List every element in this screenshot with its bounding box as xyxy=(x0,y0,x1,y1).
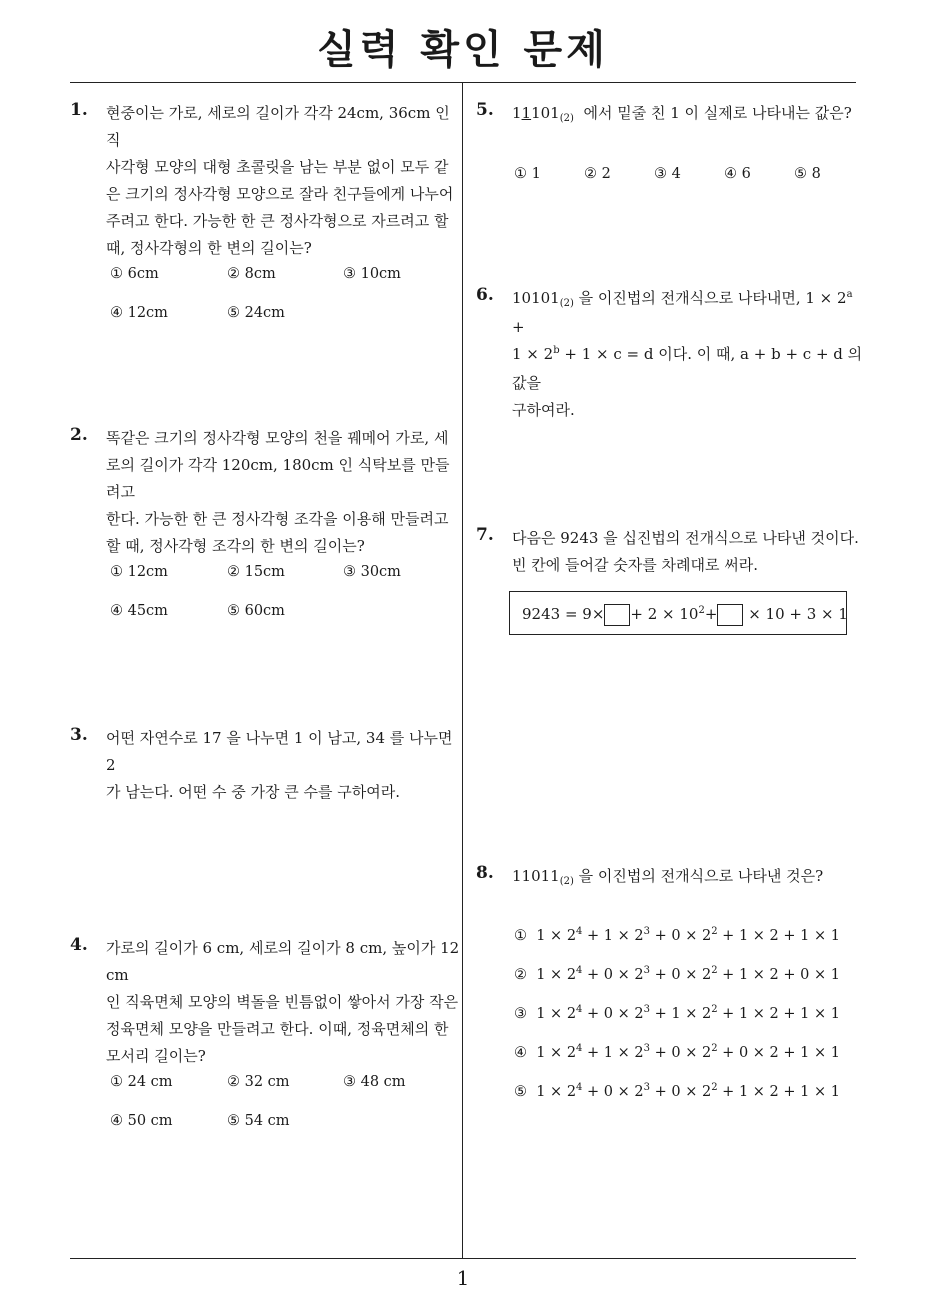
choice-option[interactable]: ① 6cm xyxy=(110,266,159,282)
choice-option[interactable]: ④ $1 \times 2^4 + 1 \times 2^3 + 0 \times 2^2 + 0 \times 2 + 1 \times 1$ xyxy=(514,1043,840,1061)
binary-number: $11101_{(2)}$ xyxy=(512,104,574,124)
stem-text: 에서 밑줄 친 1 이 실제로 나타내는 값은? xyxy=(583,104,852,122)
choice-option[interactable]: ③ 30cm xyxy=(343,564,401,580)
question-3 xyxy=(70,725,460,806)
stem-line: 다음은 9243 을 십진법의 전개식으로 나타낸 것이다. xyxy=(512,529,859,547)
question-stem xyxy=(106,100,460,262)
stem-line: 한다. 가능한 한 큰 정사각형 조각을 이용해 만들려고 xyxy=(106,510,449,528)
underlined-digit: 1 xyxy=(521,104,532,122)
choice-option[interactable]: ② 8cm xyxy=(227,266,276,282)
question-number: 6. xyxy=(476,285,494,305)
stem-line: 어떤 자연수로 17 을 나누면 1 이 남고, 34 를 나누면 2 xyxy=(106,729,453,774)
choice-option[interactable]: ③ $1 \times 2^4 + 0 \times 2^3 + 1 \times 2^2 + 1 \times 2 + 1 \times 1$ xyxy=(514,1004,840,1022)
question-stem xyxy=(512,285,866,424)
choice-option[interactable]: ① $1 \times 2^4 + 1 \times 2^3 + 0 \times 2^2 + 1 \times 2 + 1 \times 1$ xyxy=(514,926,840,944)
choice-option[interactable]: ⑤ 60cm xyxy=(227,603,285,619)
stem-line: 인 직육면체 모양의 벽돌을 빈틈없이 쌓아서 가장 작은 xyxy=(106,993,459,1011)
question-number: 3. xyxy=(70,725,88,745)
question-stem: $11011_{(2)}$ 을 이진법의 전개식으로 나타낸 것은? xyxy=(512,867,824,887)
question-number: 7. xyxy=(476,525,494,545)
base-subscript: (2) xyxy=(559,298,574,309)
choice-option[interactable]: ④ 6 xyxy=(724,166,751,182)
stem-line: 빈 칸에 들어갈 숫자를 차례대로 써라. xyxy=(512,556,758,574)
question-stem xyxy=(106,725,460,806)
stem-line: 현중이는 가로, 세로의 길이가 각각 24cm, 36cm 인 직 xyxy=(106,104,450,149)
choice-option[interactable]: ④ 50 cm xyxy=(110,1113,173,1129)
choice-option[interactable]: ① 1 xyxy=(514,166,541,182)
stem-line: 모서리 길이는? xyxy=(106,1047,206,1065)
choice-option[interactable]: ⑤ $1 \times 2^4 + 0 \times 2^3 + 0 \times 2^2 + 1 \times 2 + 1 \times 1$ xyxy=(514,1082,840,1100)
question-1 xyxy=(70,100,460,262)
choice-option[interactable]: ⑤ 24cm xyxy=(227,305,285,321)
base-subscript: (2) xyxy=(559,113,574,124)
formula-box: $9243 = 9\times + 2 \times 10^2+ \times 10 + 3 \times 1$ xyxy=(509,591,847,635)
choice-option[interactable]: ⑤ 54 cm xyxy=(227,1113,290,1129)
choice-option[interactable]: ② $1 \times 2^4 + 0 \times 2^3 + 0 \times 2^2 + 1 \times 2 + 0 \times 1$ xyxy=(514,965,840,983)
stem-line: 사각형 모양의 대형 초콜릿을 남는 부분 없이 모두 같 xyxy=(106,158,449,176)
page-number: 1 xyxy=(456,1266,470,1290)
stem-line: 은 크기의 정사각형 모양으로 잘라 친구들에게 나누어 xyxy=(106,185,454,203)
footer-rule xyxy=(70,1258,856,1259)
stem-line: 로의 길이가 각각 120cm, 180cm 인 식탁보를 만들려고 xyxy=(106,456,450,501)
stem-line: 할 때, 정사각형 조각의 한 변의 길이는? xyxy=(106,537,365,555)
question-number: 2. xyxy=(70,425,88,445)
question-number: 1. xyxy=(70,100,88,120)
stem-line: 주려고 한다. 가능한 한 큰 정사각형으로 자르려고 할 xyxy=(106,212,449,230)
question-stem xyxy=(106,425,460,560)
answer-blank[interactable] xyxy=(604,604,630,626)
question-number: 8. xyxy=(476,863,494,883)
question-number: 4. xyxy=(70,935,88,955)
stem-line: 가로의 길이가 6 cm, 세로의 길이가 8 cm, 높이가 12 cm xyxy=(106,939,460,984)
question-stem xyxy=(512,525,866,579)
question-6 xyxy=(476,285,866,424)
header-rule xyxy=(70,82,856,83)
question-number: 5. xyxy=(476,100,494,120)
answer-blank[interactable] xyxy=(717,604,743,626)
stem-line: 정육면체 모양을 만들려고 한다. 이때, 정육면체의 한 xyxy=(106,1020,449,1038)
question-8 xyxy=(476,863,866,892)
stem-line: 구하여라. xyxy=(512,401,575,419)
question-stem xyxy=(106,935,460,1070)
choice-option[interactable]: ④ 45cm xyxy=(110,603,168,619)
stem-line: 가 남는다. 어떤 수 중 가장 큰 수를 구하여라. xyxy=(106,783,401,801)
choice-option[interactable]: ⑤ 8 xyxy=(794,166,821,182)
base-subscript: (2) xyxy=(559,876,574,887)
question-stem xyxy=(512,100,866,129)
column-divider xyxy=(462,83,463,1259)
choice-option[interactable]: ③ 10cm xyxy=(343,266,401,282)
choice-option[interactable]: ④ 12cm xyxy=(110,305,168,321)
stem-line: 똑같은 크기의 정사각형 모양의 천을 꿰메어 가로, 세 xyxy=(106,429,449,447)
stem-line: $10101_{(2)}$ 을 이진법의 전개식으로 나타내면, $1 \times 2^a$ + xyxy=(512,289,853,336)
stem-line: $1 \times 2^b + 1 \times c = d$ 이다. 이 때, a + b + c + d 의 값을 xyxy=(512,345,863,392)
choice-option[interactable]: ② 15cm xyxy=(227,564,285,580)
choice-option[interactable]: ① 12cm xyxy=(110,564,168,580)
page-title: 실력 확인 문제 xyxy=(317,27,609,73)
question-2 xyxy=(70,425,460,560)
choice-option[interactable]: ① 24 cm xyxy=(110,1074,173,1090)
question-4 xyxy=(70,935,460,1070)
choice-option[interactable]: ② 32 cm xyxy=(227,1074,290,1090)
choice-option[interactable]: ③ 48 cm xyxy=(343,1074,406,1090)
choice-option[interactable]: ② 2 xyxy=(584,166,611,182)
question-5 xyxy=(476,100,866,129)
choice-option[interactable]: ③ 4 xyxy=(654,166,681,182)
stem-line: 때, 정사각형의 한 변의 길이는? xyxy=(106,239,312,257)
question-7 xyxy=(476,525,866,579)
